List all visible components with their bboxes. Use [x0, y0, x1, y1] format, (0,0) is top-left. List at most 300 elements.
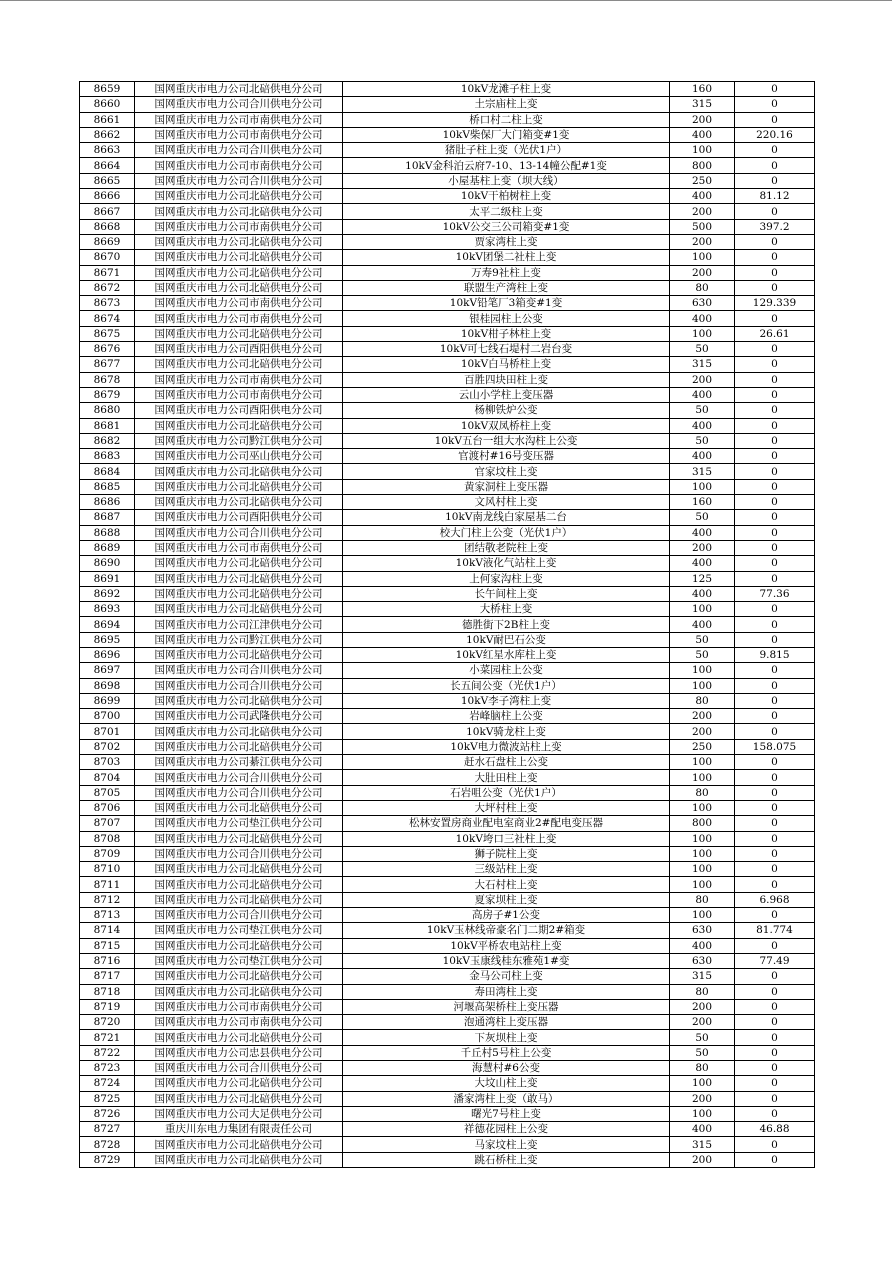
transformer-name-cell: 10kV垮口三社柱上变 — [343, 831, 670, 846]
value-cell: 0 — [735, 1152, 815, 1167]
transformer-name-cell: 土宗庙柱上变 — [343, 97, 670, 112]
capacity-cell: 100 — [670, 479, 735, 494]
transformer-name-cell: 太平二级柱上变 — [343, 204, 670, 219]
capacity-cell: 200 — [670, 234, 735, 249]
value-cell: 0 — [735, 97, 815, 112]
value-cell: 0 — [735, 1137, 815, 1152]
value-cell: 81.12 — [735, 189, 815, 204]
table-row — [80, 556, 815, 571]
transformer-name-cell: 祥德花园柱上公变 — [343, 1122, 670, 1137]
company-cell: 国网重庆市电力公司市南供电分公司 — [135, 158, 343, 173]
table-row — [80, 525, 815, 540]
value-cell: 0 — [735, 525, 815, 540]
value-cell: 0 — [735, 1076, 815, 1091]
transformer-name-cell: 10kV柑子林柱上变 — [343, 326, 670, 341]
value-cell: 0 — [735, 1106, 815, 1121]
transformer-name-cell: 黄家洞柱上变压器 — [343, 479, 670, 494]
capacity-cell: 100 — [670, 846, 735, 861]
capacity-cell: 80 — [670, 280, 735, 295]
table-row — [80, 1015, 815, 1030]
row-number-cell: 8693 — [80, 602, 135, 617]
value-cell: 0 — [735, 755, 815, 770]
capacity-cell: 50 — [670, 433, 735, 448]
capacity-cell: 315 — [670, 357, 735, 372]
company-cell: 国网重庆市电力公司酉阳供电分公司 — [135, 342, 343, 357]
row-number-cell: 8694 — [80, 617, 135, 632]
capacity-cell: 630 — [670, 953, 735, 968]
row-number-cell: 8729 — [80, 1152, 135, 1167]
table-row — [80, 1091, 815, 1106]
company-cell: 国网重庆市电力公司合川供电分公司 — [135, 770, 343, 785]
capacity-cell: 80 — [670, 785, 735, 800]
capacity-cell: 400 — [670, 311, 735, 326]
value-cell: 81.774 — [735, 923, 815, 938]
capacity-cell: 80 — [670, 1061, 735, 1076]
row-number-cell: 8697 — [80, 663, 135, 678]
company-cell: 国网重庆市电力公司北碚供电分公司 — [135, 189, 343, 204]
transformer-name-cell: 海慧村#6公变 — [343, 1061, 670, 1076]
company-cell: 国网重庆市电力公司市南供电分公司 — [135, 999, 343, 1014]
row-number-cell: 8720 — [80, 1015, 135, 1030]
transformer-name-cell: 千丘村5号柱上公变 — [343, 1045, 670, 1060]
row-number-cell: 8682 — [80, 433, 135, 448]
company-cell: 国网重庆市电力公司北碚供电分公司 — [135, 265, 343, 280]
row-number-cell: 8712 — [80, 892, 135, 907]
capacity-cell: 160 — [670, 82, 735, 97]
capacity-cell: 200 — [670, 265, 735, 280]
value-cell: 0 — [735, 418, 815, 433]
capacity-cell: 100 — [670, 755, 735, 770]
transformer-name-cell: 高房子#1公变 — [343, 908, 670, 923]
transformer-name-cell: 小菜园柱上公变 — [343, 663, 670, 678]
transformer-name-cell: 10kV红星水库柱上变 — [343, 647, 670, 662]
transformer-name-cell: 桥口村二柱上变 — [343, 112, 670, 127]
capacity-cell: 200 — [670, 1015, 735, 1030]
value-cell: 0 — [735, 82, 815, 97]
value-cell: 0 — [735, 617, 815, 632]
company-cell: 国网重庆市电力公司北碚供电分公司 — [135, 357, 343, 372]
company-cell: 国网重庆市电力公司垫江供电分公司 — [135, 816, 343, 831]
company-cell: 国网重庆市电力公司北碚供电分公司 — [135, 280, 343, 295]
value-cell: 0 — [735, 234, 815, 249]
row-number-cell: 8698 — [80, 678, 135, 693]
capacity-cell: 100 — [670, 602, 735, 617]
row-number-cell: 8709 — [80, 846, 135, 861]
row-number-cell: 8667 — [80, 204, 135, 219]
value-cell: 0 — [735, 112, 815, 127]
capacity-cell: 400 — [670, 127, 735, 142]
value-cell: 0 — [735, 877, 815, 892]
row-number-cell: 8723 — [80, 1061, 135, 1076]
company-cell: 国网重庆市电力公司北碚供电分公司 — [135, 984, 343, 999]
value-cell: 46.88 — [735, 1122, 815, 1137]
transformer-name-cell: 10kV液化气站柱上变 — [343, 556, 670, 571]
company-cell: 国网重庆市电力公司北碚供电分公司 — [135, 831, 343, 846]
row-number-cell: 8700 — [80, 709, 135, 724]
row-number-cell: 8663 — [80, 143, 135, 158]
table-body — [80, 82, 815, 1168]
table-row — [80, 326, 815, 341]
value-cell: 0 — [735, 556, 815, 571]
table-row — [80, 1076, 815, 1091]
table-row — [80, 387, 815, 402]
transformer-name-cell: 10kV团堡二社柱上变 — [343, 250, 670, 265]
capacity-cell: 400 — [670, 1122, 735, 1137]
capacity-cell: 50 — [670, 403, 735, 418]
capacity-cell: 80 — [670, 693, 735, 708]
row-number-cell: 8662 — [80, 127, 135, 142]
company-cell: 国网重庆市电力公司北碚供电分公司 — [135, 693, 343, 708]
table-row — [80, 173, 815, 188]
company-cell: 国网重庆市电力公司北碚供电分公司 — [135, 556, 343, 571]
transformer-name-cell: 团结敬老院柱上变 — [343, 540, 670, 555]
company-cell: 国网重庆市电力公司市南供电分公司 — [135, 219, 343, 234]
capacity-cell: 800 — [670, 816, 735, 831]
transformer-name-cell: 官家坟柱上变 — [343, 464, 670, 479]
value-cell: 0 — [735, 724, 815, 739]
table-row — [80, 540, 815, 555]
value-cell: 0 — [735, 846, 815, 861]
transformer-name-cell: 跳石桥柱上变 — [343, 1152, 670, 1167]
table-row — [80, 923, 815, 938]
company-cell: 国网重庆市电力公司市南供电分公司 — [135, 387, 343, 402]
row-number-cell: 8664 — [80, 158, 135, 173]
transformer-name-cell: 松林安置房商业配电室商业2#配电变压器 — [343, 816, 670, 831]
company-cell: 国网重庆市电力公司武隆供电分公司 — [135, 709, 343, 724]
value-cell: 0 — [735, 908, 815, 923]
value-cell: 0 — [735, 571, 815, 586]
transformer-name-cell: 三级站柱上变 — [343, 862, 670, 877]
table-row — [80, 602, 815, 617]
capacity-cell: 800 — [670, 158, 735, 173]
table-row — [80, 403, 815, 418]
value-cell: 0 — [735, 372, 815, 387]
company-cell: 国网重庆市电力公司合川供电分公司 — [135, 173, 343, 188]
capacity-cell: 400 — [670, 556, 735, 571]
row-number-cell: 8675 — [80, 326, 135, 341]
value-cell: 0 — [735, 449, 815, 464]
table-row — [80, 1106, 815, 1121]
company-cell: 国网重庆市电力公司酉阳供电分公司 — [135, 510, 343, 525]
company-cell: 国网重庆市电力公司大足供电分公司 — [135, 1106, 343, 1121]
company-cell: 国网重庆市电力公司市南供电分公司 — [135, 311, 343, 326]
capacity-cell: 100 — [670, 770, 735, 785]
row-number-cell: 8718 — [80, 984, 135, 999]
row-number-cell: 8703 — [80, 755, 135, 770]
capacity-cell: 400 — [670, 418, 735, 433]
row-number-cell: 8686 — [80, 495, 135, 510]
table-row — [80, 234, 815, 249]
capacity-cell: 400 — [670, 449, 735, 464]
transformer-table — [79, 81, 815, 1168]
capacity-cell: 250 — [670, 173, 735, 188]
row-number-cell: 8673 — [80, 296, 135, 311]
company-cell: 国网重庆市电力公司黔江供电分公司 — [135, 632, 343, 647]
company-cell: 国网重庆市电力公司市南供电分公司 — [135, 127, 343, 142]
value-cell: 0 — [735, 403, 815, 418]
value-cell: 0 — [735, 785, 815, 800]
row-number-cell: 8710 — [80, 862, 135, 877]
transformer-name-cell: 河堰高架桥柱上变压器 — [343, 999, 670, 1014]
table-row — [80, 755, 815, 770]
company-cell: 国网重庆市电力公司北碚供电分公司 — [135, 739, 343, 754]
company-cell: 国网重庆市电力公司合川供电分公司 — [135, 143, 343, 158]
company-cell: 国网重庆市电力公司北碚供电分公司 — [135, 250, 343, 265]
value-cell: 0 — [735, 984, 815, 999]
company-cell: 国网重庆市电力公司綦江供电分公司 — [135, 755, 343, 770]
row-number-cell: 8684 — [80, 464, 135, 479]
company-cell: 国网重庆市电力公司合川供电分公司 — [135, 1061, 343, 1076]
capacity-cell: 630 — [670, 296, 735, 311]
company-cell: 国网重庆市电力公司北碚供电分公司 — [135, 479, 343, 494]
table-row — [80, 250, 815, 265]
capacity-cell: 100 — [670, 143, 735, 158]
transformer-name-cell: 联盟生产湾柱上变 — [343, 280, 670, 295]
company-cell: 国网重庆市电力公司北碚供电分公司 — [135, 862, 343, 877]
capacity-cell: 100 — [670, 250, 735, 265]
value-cell: 0 — [735, 1091, 815, 1106]
transformer-name-cell: 10kV双凤桥柱上变 — [343, 418, 670, 433]
value-cell: 0 — [735, 678, 815, 693]
row-number-cell: 8688 — [80, 525, 135, 540]
value-cell: 0 — [735, 265, 815, 280]
transformer-name-cell: 文风村柱上变 — [343, 495, 670, 510]
value-cell: 0 — [735, 357, 815, 372]
row-number-cell: 8676 — [80, 342, 135, 357]
value-cell: 0 — [735, 602, 815, 617]
value-cell: 0 — [735, 632, 815, 647]
transformer-name-cell: 百胜四块田柱上变 — [343, 372, 670, 387]
capacity-cell: 80 — [670, 892, 735, 907]
value-cell: 0 — [735, 969, 815, 984]
row-number-cell: 8726 — [80, 1106, 135, 1121]
transformer-data-sheet — [79, 81, 814, 1168]
transformer-name-cell: 10kV白马桥柱上变 — [343, 357, 670, 372]
value-cell: 0 — [735, 540, 815, 555]
transformer-name-cell: 杨柳铁炉公变 — [343, 403, 670, 418]
capacity-cell: 315 — [670, 969, 735, 984]
transformer-name-cell: 夏家坝柱上变 — [343, 892, 670, 907]
table-row — [80, 877, 815, 892]
table-row — [80, 647, 815, 662]
company-cell: 国网重庆市电力公司合川供电分公司 — [135, 846, 343, 861]
value-cell: 0 — [735, 433, 815, 448]
row-number-cell: 8715 — [80, 938, 135, 953]
capacity-cell: 100 — [670, 862, 735, 877]
table-row — [80, 1122, 815, 1137]
row-number-cell: 8661 — [80, 112, 135, 127]
transformer-name-cell: 猪肚子柱上变（光伏1户） — [343, 143, 670, 158]
value-cell: 0 — [735, 204, 815, 219]
table-row — [80, 678, 815, 693]
capacity-cell: 50 — [670, 510, 735, 525]
value-cell: 220.16 — [735, 127, 815, 142]
row-number-cell: 8680 — [80, 403, 135, 418]
value-cell: 77.49 — [735, 953, 815, 968]
company-cell: 国网重庆市电力公司北碚供电分公司 — [135, 602, 343, 617]
table-row — [80, 510, 815, 525]
capacity-cell: 200 — [670, 724, 735, 739]
transformer-name-cell: 大桥柱上变 — [343, 602, 670, 617]
table-row — [80, 112, 815, 127]
company-cell: 国网重庆市电力公司北碚供电分公司 — [135, 969, 343, 984]
transformer-name-cell: 10kV龙滩子柱上变 — [343, 82, 670, 97]
capacity-cell: 400 — [670, 387, 735, 402]
transformer-name-cell: 岩峰脑柱上公变 — [343, 709, 670, 724]
transformer-name-cell: 曙光7号柱上变 — [343, 1106, 670, 1121]
capacity-cell: 100 — [670, 800, 735, 815]
capacity-cell: 200 — [670, 999, 735, 1014]
row-number-cell: 8659 — [80, 82, 135, 97]
transformer-name-cell: 赶水石盘柱上公变 — [343, 755, 670, 770]
table-row — [80, 1045, 815, 1060]
value-cell: 0 — [735, 800, 815, 815]
value-cell: 129.339 — [735, 296, 815, 311]
row-number-cell: 8681 — [80, 418, 135, 433]
capacity-cell: 250 — [670, 739, 735, 754]
company-cell: 国网重庆市电力公司北碚供电分公司 — [135, 82, 343, 97]
row-number-cell: 8671 — [80, 265, 135, 280]
company-cell: 国网重庆市电力公司北碚供电分公司 — [135, 647, 343, 662]
table-row — [80, 433, 815, 448]
company-cell: 国网重庆市电力公司合川供电分公司 — [135, 678, 343, 693]
transformer-name-cell: 10kV公交三公司箱变#1变 — [343, 219, 670, 234]
company-cell: 国网重庆市电力公司合川供电分公司 — [135, 97, 343, 112]
row-number-cell: 8668 — [80, 219, 135, 234]
table-row — [80, 127, 815, 142]
value-cell: 0 — [735, 311, 815, 326]
capacity-cell: 100 — [670, 678, 735, 693]
transformer-name-cell: 10kV骑龙柱上变 — [343, 724, 670, 739]
row-number-cell: 8687 — [80, 510, 135, 525]
table-row — [80, 724, 815, 739]
value-cell: 0 — [735, 1045, 815, 1060]
value-cell: 0 — [735, 693, 815, 708]
row-number-cell: 8708 — [80, 831, 135, 846]
capacity-cell: 100 — [670, 1106, 735, 1121]
value-cell: 0 — [735, 1061, 815, 1076]
value-cell: 0 — [735, 143, 815, 158]
transformer-name-cell: 10kV玉林线帝豪名门二期2#箱变 — [343, 923, 670, 938]
table-row — [80, 892, 815, 907]
table-row — [80, 158, 815, 173]
transformer-name-cell: 10kV平桥农电站柱上变 — [343, 938, 670, 953]
value-cell: 0 — [735, 831, 815, 846]
table-row — [80, 862, 815, 877]
row-number-cell: 8666 — [80, 189, 135, 204]
table-row — [80, 311, 815, 326]
row-number-cell: 8705 — [80, 785, 135, 800]
table-row — [80, 204, 815, 219]
value-cell: 0 — [735, 280, 815, 295]
company-cell: 国网重庆市电力公司垫江供电分公司 — [135, 953, 343, 968]
capacity-cell: 100 — [670, 663, 735, 678]
company-cell: 国网重庆市电力公司市南供电分公司 — [135, 112, 343, 127]
table-row — [80, 831, 815, 846]
transformer-name-cell: 小屋基柱上变（坝大线） — [343, 173, 670, 188]
table-row — [80, 908, 815, 923]
row-number-cell: 8678 — [80, 372, 135, 387]
transformer-name-cell: 10kV李子湾柱上变 — [343, 693, 670, 708]
row-number-cell: 8695 — [80, 632, 135, 647]
company-cell: 国网重庆市电力公司北碚供电分公司 — [135, 571, 343, 586]
company-cell: 国网重庆市电力公司北碚供电分公司 — [135, 1091, 343, 1106]
transformer-name-cell: 10kV耐巴石公变 — [343, 632, 670, 647]
company-cell: 国网重庆市电力公司江津供电分公司 — [135, 617, 343, 632]
row-number-cell: 8706 — [80, 800, 135, 815]
transformer-name-cell: 官渡村#16号变压器 — [343, 449, 670, 464]
row-number-cell: 8685 — [80, 479, 135, 494]
table-row — [80, 785, 815, 800]
value-cell: 0 — [735, 862, 815, 877]
table-row — [80, 219, 815, 234]
value-cell: 0 — [735, 479, 815, 494]
table-row — [80, 357, 815, 372]
value-cell: 0 — [735, 1015, 815, 1030]
capacity-cell: 500 — [670, 219, 735, 234]
row-number-cell: 8725 — [80, 1091, 135, 1106]
table-row — [80, 999, 815, 1014]
table-row — [80, 709, 815, 724]
company-cell: 国网重庆市电力公司忠县供电分公司 — [135, 1045, 343, 1060]
table-row — [80, 770, 815, 785]
company-cell: 国网重庆市电力公司垫江供电分公司 — [135, 923, 343, 938]
transformer-name-cell: 潘家湾柱上变（敢马） — [343, 1091, 670, 1106]
company-cell: 国网重庆市电力公司巫山供电分公司 — [135, 449, 343, 464]
value-cell: 0 — [735, 387, 815, 402]
value-cell: 397.2 — [735, 219, 815, 234]
value-cell: 0 — [735, 510, 815, 525]
value-cell: 26.61 — [735, 326, 815, 341]
company-cell: 国网重庆市电力公司北碚供电分公司 — [135, 326, 343, 341]
table-row — [80, 571, 815, 586]
company-cell: 国网重庆市电力公司市南供电分公司 — [135, 296, 343, 311]
transformer-name-cell: 狮子院柱上变 — [343, 846, 670, 861]
capacity-cell: 80 — [670, 984, 735, 999]
row-number-cell: 8713 — [80, 908, 135, 923]
table-row — [80, 1152, 815, 1167]
row-number-cell: 8683 — [80, 449, 135, 464]
capacity-cell: 100 — [670, 908, 735, 923]
table-row — [80, 372, 815, 387]
capacity-cell: 100 — [670, 831, 735, 846]
table-row — [80, 969, 815, 984]
row-number-cell: 8719 — [80, 999, 135, 1014]
transformer-name-cell: 下灰坝柱上变 — [343, 1030, 670, 1045]
company-cell: 国网重庆市电力公司北碚供电分公司 — [135, 495, 343, 510]
capacity-cell: 100 — [670, 326, 735, 341]
row-number-cell: 8701 — [80, 724, 135, 739]
table-row — [80, 816, 815, 831]
transformer-name-cell: 大肚田柱上变 — [343, 770, 670, 785]
company-cell: 国网重庆市电力公司北碚供电分公司 — [135, 877, 343, 892]
transformer-name-cell: 10kV可七线石堤村二岩台变 — [343, 342, 670, 357]
table-row — [80, 617, 815, 632]
value-cell: 0 — [735, 709, 815, 724]
row-number-cell: 8660 — [80, 97, 135, 112]
value-cell: 0 — [735, 1030, 815, 1045]
capacity-cell: 50 — [670, 632, 735, 647]
table-row — [80, 342, 815, 357]
transformer-name-cell: 长午间柱上变 — [343, 586, 670, 601]
row-number-cell: 8722 — [80, 1045, 135, 1060]
transformer-name-cell: 10kV铅笔厂3箱变#1变 — [343, 296, 670, 311]
row-number-cell: 8690 — [80, 556, 135, 571]
transformer-name-cell: 德胜街下2B柱上变 — [343, 617, 670, 632]
company-cell: 国网重庆市电力公司北碚供电分公司 — [135, 418, 343, 433]
table-row — [80, 495, 815, 510]
table-row — [80, 418, 815, 433]
